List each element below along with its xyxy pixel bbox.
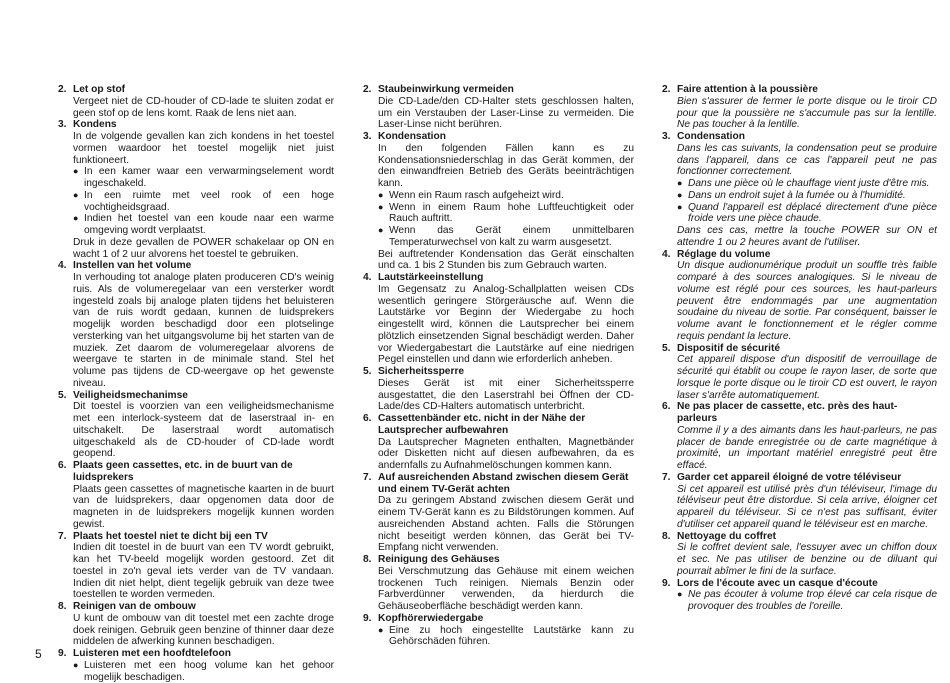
bullet-text: Wenn in einem Raum hohe Luftfeuchtigkeit oder Rauch auftritt.	[389, 201, 634, 225]
bullet-icon: ●	[677, 178, 683, 188]
section-heading	[662, 131, 937, 143]
section-number: 2.	[662, 84, 671, 95]
section-number: 2.	[58, 84, 67, 95]
section	[363, 131, 634, 272]
section-title: Nettoyage du coffret	[677, 530, 777, 542]
paragraph: Bien s'assurer de fermer le porte disque ou le tiroir CD pour que la poussière ne s'accumule pas sur la lentille. Ne pas toucher à la lentille.	[677, 95, 937, 131]
section-number: 7.	[662, 471, 671, 483]
section-number: 3.	[58, 119, 67, 131]
bullet-item	[677, 178, 937, 190]
bullet-text: Dans un endroit sujet à la fumée ou à l'humidité.	[688, 189, 906, 201]
section-heading	[363, 366, 634, 378]
bullet-text: In een kamer waar een verwarmingselement wordt ingeschakeld.	[84, 166, 334, 189]
section-title: Veiligheidsmechanimse	[73, 389, 188, 401]
paragraph: Bei auftretender Kondensation das Gerät einschalten und ca. 1 bis 2 Stunden bis zum Gebrauch warten.	[378, 248, 634, 272]
section-number: 7.	[58, 530, 67, 542]
bullet-item	[73, 660, 334, 683]
bullet-item	[378, 625, 634, 649]
bullet-icon: ●	[677, 589, 683, 600]
paragraph: Druk in deze gevallen de POWER schakelaar op ON en wacht 1 of 2 uur alvorens het toestel te gebruiken.	[73, 236, 334, 260]
bullet-icon: ●	[677, 201, 683, 212]
bullet-icon: ●	[378, 225, 384, 235]
bullet-item	[73, 213, 334, 237]
section-title: Kondensation	[378, 131, 446, 142]
bullet-icon: ●	[677, 189, 683, 200]
bullet-icon: ●	[73, 189, 79, 200]
paragraph: Dans les cas suivants, la condensation peut se produire dans l'appareil, dans ce cas l'appareil peut ne pas fonctionner correctement.	[677, 142, 937, 178]
section-number: 5.	[363, 366, 372, 377]
section-title: Reinigen van de ombouw	[73, 601, 196, 612]
section	[363, 366, 634, 413]
section-number: 6.	[363, 413, 372, 424]
bullet-text: Ne pas écouter à volume trop élevé car cela risque de provoquer des troubles de l'oreille.	[688, 589, 937, 612]
section-heading	[662, 84, 937, 96]
section-title: Condensation	[677, 131, 745, 142]
bullet-icon: ●	[73, 213, 79, 224]
column-dutch	[58, 84, 334, 683]
section-number: 7.	[363, 471, 372, 483]
section-title: Kopfhörerwiedergabe	[378, 612, 484, 624]
section-title: Réglage du volume	[677, 248, 771, 260]
paragraph: U kunt de ombouw van dit toestel met een zachte droge doek reinigen. Gebruik geen benzine of thinner daar deze middelen de afwerking kunnen beschadigen.	[73, 612, 334, 648]
section	[58, 531, 334, 602]
paragraph: Indien dit toestel in de buurt van een TV wordt gebruikt, kan het TV-beeld mogelijk worden gestoord. Zet dit toestel in zo'n geval iets verder van de TV vandaan. Indien dit niet helpt, dient tegelijk gebruik van deze twee toestellen te worden vermeden.	[73, 542, 334, 601]
section-heading	[58, 460, 334, 484]
section	[662, 531, 937, 578]
section	[662, 249, 937, 343]
bullet-text: In een ruimte met veel rook of een hoge vochtigheidsgraad.	[84, 189, 334, 213]
bullet-item	[378, 202, 634, 226]
section-title: Faire attention à la poussière	[677, 84, 818, 95]
paragraph: Cet appareil dispose d'un dispositif de verrouillage de sécurité qui établit ou coupe le rayon laser, de sorte que lorsque le porte disque ou le tiroir CD est ouvert, le rayon laser s'arrête automatiquement.	[677, 354, 937, 401]
paragraph: Dieses Gerät ist mit einer Sicherheitssperre ausgestattet, die den Laserstrahl bei Öffnen der CD-Lade/des CD-Halters automatisch unterbricht.	[378, 377, 634, 413]
section-number: 8.	[363, 554, 372, 565]
section-number: 8.	[58, 601, 67, 612]
section-title: Cassettenbänder etc. nicht in der Nähe der Lautsprecher aufbewahren	[378, 413, 586, 436]
section-number: 8.	[662, 530, 671, 542]
section-heading	[662, 531, 937, 543]
section-heading	[662, 343, 937, 355]
section-number: 6.	[662, 401, 671, 413]
section	[662, 578, 937, 613]
paragraph: In de volgende gevallen kan zich kondens in het toestel vormen waardoor het toestel mogelijk niet juist funktioneert.	[73, 131, 334, 166]
bullet-item	[73, 166, 334, 190]
section-number: 9.	[58, 648, 67, 659]
bullet-icon: ●	[378, 624, 384, 635]
section-heading	[363, 554, 634, 566]
section-heading	[662, 472, 937, 484]
column-french	[662, 84, 937, 613]
section-number: 2.	[363, 84, 372, 95]
section	[363, 472, 634, 554]
section	[58, 648, 334, 683]
section-number: 4.	[58, 260, 67, 272]
page-number: 5	[35, 647, 42, 661]
section-number: 5.	[58, 389, 67, 401]
section	[662, 343, 937, 402]
bullet-item	[378, 225, 634, 249]
section-title: Lautstärkeeinstellung	[378, 272, 484, 283]
section-heading	[662, 401, 937, 425]
section	[662, 401, 937, 472]
bullet-text: Quand l'appareil est déplacé directement d'une pièce froide vers une pièce chaude.	[688, 201, 937, 225]
section	[363, 272, 634, 366]
section-number: 3.	[662, 131, 671, 142]
paragraph: Si le coffret devient sale, l'essuyer avec un chiffon doux et sec. Ne pas utiliser de benzine ou de diluant qui pourrait abîmer le fini de la surface.	[677, 542, 937, 577]
section-number: 4.	[662, 248, 671, 260]
paragraph: Comme il y a des aimants dans les haut-parleurs, ne pas placer de bande enregistrée ou de carte magnétique à proximité, un important matériel enregistré peut être effacé.	[677, 424, 937, 471]
section-heading	[58, 601, 334, 613]
section-title: Garder cet appareil éloigné de votre téléviseur	[677, 471, 902, 483]
section	[662, 472, 937, 531]
section-heading	[662, 249, 937, 261]
section-title: Let op stof	[73, 84, 126, 95]
section-number: 5.	[662, 342, 671, 354]
section-title: Kondens	[73, 119, 117, 131]
section	[58, 119, 334, 260]
section-title: Sicherheitssperre	[378, 366, 465, 377]
section-title: Reinigung des Gehäuses	[378, 554, 500, 565]
column-german	[363, 84, 634, 648]
bullet-text: Wenn das Gerät einem unmittelbaren Temperaturwechsel von kalt zu warm ausgesetzt.	[389, 225, 634, 248]
section-heading	[58, 390, 334, 402]
bullet-text: Dans une pièce où le chauffage vient juste d'être mis.	[688, 178, 930, 189]
section	[363, 84, 634, 131]
section-heading	[58, 84, 334, 96]
bullet-text: Wenn ein Raum rasch aufgeheizt wird.	[389, 189, 564, 201]
bullet-icon: ●	[73, 166, 79, 177]
paragraph: Die CD-Lade/den CD-Halter stets geschlossen halten, um ein Verstauben der Laser-Linse zu vermeiden. Die Laser-Linse nicht berühren.	[378, 95, 634, 131]
section-number: 6.	[58, 460, 67, 471]
paragraph: Im Gegensatz zu Analog-Schallplatten weisen CDs wesentlich geringere Störgeräusche auf. Wenn die Lautstärke vor Beginn der Wiedergabe zu hoch eingestellt wird, können die Lautsprecher bei einem plötzlich einsetzenden Signal beschädigt werden. Daher vor Wiedergabestart die Lautstärke auf eine niedrigen Pegel einstellen und dann wie erforderlich anheben.	[378, 283, 634, 366]
section	[58, 390, 334, 461]
paragraph: In den folgenden Fällen kann es zu Kondensationsniederschlag in das Gerät kommen, der den einwandfreien Betrieb des Geräts beeinträchtigen kann.	[378, 142, 634, 189]
section-title: Luisteren met een hoofdtelefoon	[73, 648, 231, 659]
section-heading	[363, 413, 634, 437]
paragraph: Vergeet niet de CD-houder of CD-lade te sluiten zodat er geen stof op de lens komt. Raak de lens niet aan.	[73, 95, 334, 119]
section-heading	[363, 613, 634, 625]
section-title: Instellen van het volume	[73, 260, 192, 272]
section-title: Lors de l'écoute avec un casque d'écoute	[677, 577, 878, 589]
section-heading	[662, 578, 937, 590]
section	[58, 460, 334, 531]
section-heading	[363, 272, 634, 284]
section-heading	[363, 472, 634, 496]
paragraph: Da zu geringem Abstand zwischen diesem Gerät und einem TV-Gerät kann es zu Bildstörungen kommen. Auf ausreichenden Abstand achten. Falls die Störungen nicht beseitigt werden können, das Gerät bei TV-Empfang nicht verwenden.	[378, 495, 634, 554]
section-heading	[58, 531, 334, 543]
bullet-text: Luisteren met een hoog volume kan het gehoor mogelijk beschadigen.	[84, 659, 334, 683]
section	[58, 84, 334, 119]
paragraph: Da Lautsprecher Magneten enthalten, Magnetbänder oder Disketten nicht auf diesen aufbewahren, da es andernfalls zu Aufnahmelöschungen kommen kann.	[378, 436, 634, 471]
bullet-icon: ●	[73, 659, 79, 670]
section-title: Plaats geen cassettes, etc. in de buurt van de luidsprekers	[73, 460, 293, 483]
section-number: 3.	[363, 131, 372, 142]
section	[662, 131, 937, 249]
paragraph: Dans ces cas, mettre la touche POWER sur ON et attendre 1 ou 2 heures avant de l'utiliser.	[677, 225, 937, 248]
bullet-text: Indien het toestel van een koude naar een warme omgeving wordt verplaatst.	[84, 213, 334, 236]
section-title: Auf ausreichenden Abstand zwischen diesem Gerät und einem TV-Gerät achten	[378, 471, 629, 495]
section-title: Dispositif de sécurité	[677, 342, 781, 354]
bullet-text: Eine zu hoch eingestellte Lautstärke kann zu Gehörschäden führen.	[389, 624, 634, 648]
section-heading	[363, 84, 634, 96]
paragraph: Un disque audionumérique produit un souffle très faible comparé à des sources analogiques. Si le niveau de volume est réglé pour ces sources, les haut-parleurs peuvent être endommagés par une augmentation soudaine du niveau de sortie. Par conséquent, baisser le volume avant le fonctionnement et le régler comme requis pendant la lecture.	[677, 260, 937, 342]
bullet-item	[378, 190, 634, 202]
paragraph: In verhouding tot analoge platen produceren CD's weinig ruis. Als de volumeregelaar van een versterker wordt ingesteld zoals bij analoge platen tijdens het beluisteren van de ruis wordt gedaan, kunnen de luidsprekers mogelijk worden beschadigd door een plotselinge versterking van het uitgangsvolume bij het starten van de muziek. Zet daarom de volumeregelaar alvorens de weergave te starten in de minimale stand. Stel het volume pas tijdens de CD-weergave op het gewenste niveau.	[73, 272, 334, 389]
section-heading	[58, 119, 334, 131]
bullet-item	[677, 202, 937, 226]
section-number: 9.	[363, 612, 372, 624]
bullet-icon: ●	[378, 201, 384, 212]
section	[58, 260, 334, 389]
section-number: 9.	[662, 577, 671, 589]
section-heading	[58, 260, 334, 272]
paragraph: Bei Verschmutzung das Gehäuse mit einem weichen trockenen Tuch reinigen. Niemals Benzin oder Farbverdünner verwenden, da hierdurch die Gehäuseoberfläche beschädigt werden kann.	[378, 565, 634, 612]
bullet-item	[73, 190, 334, 214]
section	[363, 613, 634, 648]
section-title: Staubeinwirkung vermeiden	[378, 84, 514, 95]
paragraph: Dit toestel is voorzien van een veiligheidsmechanisme met een interlock-systeem dat de laserstraal in- en uitschakelt. De laserstraal wordt automatisch uitgeschakeld als de CD-houder of CD-lade wordt geopend.	[73, 401, 334, 460]
bullet-item	[677, 589, 937, 613]
section-heading	[363, 131, 634, 143]
paragraph: Si cet appareil est utilisé près d'un téléviseur, l'image du téléviseur peut être distordue. Si cela arrive, éloigner cet appareil du téléviseur. Si ce n'est pas suffisant, éviter d'utiliser cet appareil quand le téléviseur est en marche.	[677, 483, 937, 530]
section-title: Plaats het toestel niet te dicht bij een TV	[73, 530, 268, 542]
bullet-item	[677, 190, 937, 202]
section	[662, 84, 937, 131]
section-heading	[58, 648, 334, 660]
paragraph: Plaats geen cassettes of magnetische kaarten in de buurt van de luidsprekers, daar opgenomen data door de magneten in de luidsprekers mogelijk kunnen worden gewist.	[73, 483, 334, 530]
section	[363, 554, 634, 613]
section-title: Ne pas placer de cassette, etc. près des haut-parleurs	[677, 401, 898, 424]
section	[363, 413, 634, 472]
section	[58, 601, 334, 648]
section-number: 4.	[363, 272, 372, 283]
bullet-icon: ●	[378, 189, 384, 200]
